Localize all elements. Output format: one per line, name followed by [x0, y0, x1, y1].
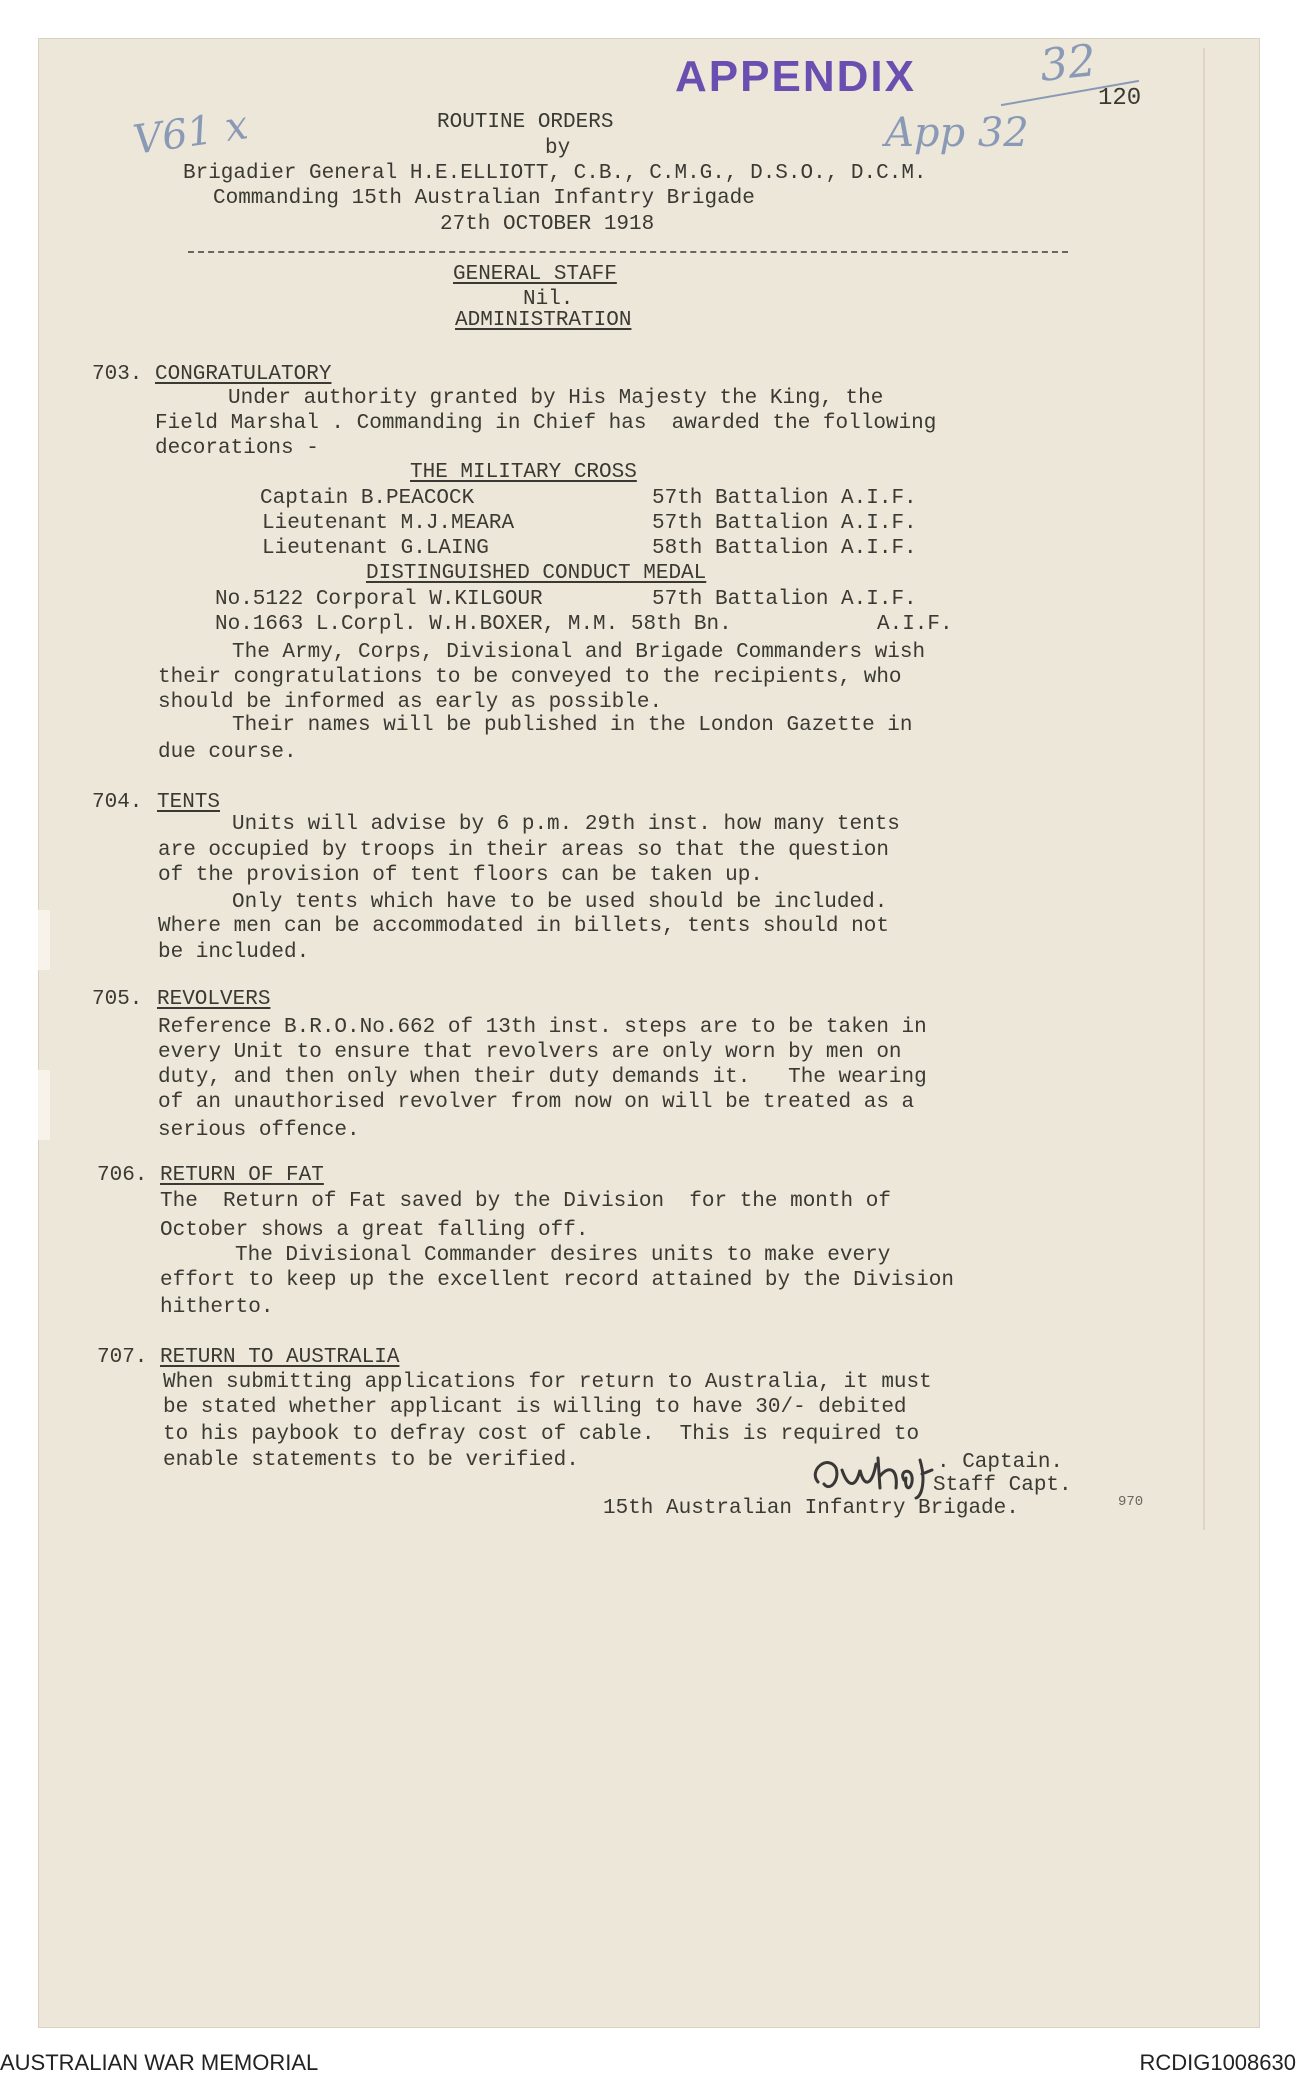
- section-nil: Nil.: [523, 288, 574, 311]
- paper-tear: [38, 910, 50, 970]
- order-text-line: their congratulations to be conveyed to the recipients, who: [158, 666, 902, 689]
- order-title: CONGRATULATORY: [155, 363, 332, 386]
- page-crease: [1203, 48, 1205, 1530]
- award-heading: THE MILITARY CROSS: [410, 461, 637, 484]
- order-text-line: hitherto.: [160, 1296, 274, 1319]
- order-title: TENTS: [157, 791, 221, 814]
- order-text-line: The Army, Corps, Divisional and Brigade Commanders wish: [232, 641, 926, 664]
- pencil-annotation: V61 x: [130, 102, 251, 164]
- file-mark: 970: [1118, 1494, 1144, 1510]
- order-text-line: Their names will be published in the London Gazette in: [232, 714, 913, 737]
- award-name: Lieutenant M.J.MEARA: [262, 512, 515, 535]
- order-text-line: should be informed as early as possible.: [158, 691, 663, 714]
- order-text-line: Units will advise by 6 p.m. 29th inst. how many tents: [232, 813, 900, 836]
- order-number: 705.: [92, 988, 143, 1011]
- award-unit: 57th Battalion A.I.F.: [652, 588, 917, 611]
- order-text-line: every Unit to ensure that revolvers are only worn by men on: [158, 1041, 902, 1064]
- order-text-line: due course.: [158, 741, 297, 764]
- order-text-line: serious offence.: [158, 1119, 360, 1142]
- order-title: RETURN TO AUSTRALIA: [160, 1346, 400, 1369]
- order-text-line: Only tents which have to be used should be included.: [232, 891, 888, 914]
- order-text-line: be included.: [158, 941, 310, 964]
- order-text-line: to his paybook to defray cost of cable. This is required to: [163, 1423, 920, 1446]
- footer-institution: AUSTRALIAN WAR MEMORIAL: [0, 2050, 319, 2075]
- award-unit: 57th Battalion A.I.F.: [652, 512, 917, 535]
- order-text-line: are occupied by troops in their areas so that the question: [158, 839, 889, 862]
- paper-tear: [38, 1070, 50, 1140]
- order-text-line: be stated whether applicant is willing to have 30/- debited: [163, 1396, 907, 1419]
- header-divider: [188, 251, 1068, 253]
- order-text-line: effort to keep up the excellent record attained by the Division: [160, 1269, 954, 1292]
- footer-reference: RCDIG1008630: [1139, 2050, 1296, 2075]
- order-title: RETURN OF FAT: [160, 1164, 324, 1187]
- pencil-app-number: App 32: [885, 110, 1029, 156]
- page-number: 120: [1098, 85, 1142, 112]
- order-text-line: Under authority granted by His Majesty the King, the: [228, 387, 884, 410]
- order-text-line: October shows a great falling off.: [160, 1219, 589, 1242]
- award-unit: 57th Battalion A.I.F.: [652, 487, 917, 510]
- order-number: 706.: [97, 1164, 148, 1187]
- order-text-line: of an unauthorised revolver from now on will be treated as a: [158, 1091, 915, 1114]
- orders-by: by: [545, 137, 571, 160]
- order-number: 704.: [92, 791, 143, 814]
- award-name: Lieutenant G.LAING: [262, 537, 489, 560]
- orders-title: ROUTINE ORDERS: [437, 111, 614, 134]
- appendix-stamp: APPENDIX: [675, 52, 916, 101]
- order-text-line: enable statements to be verified.: [163, 1449, 579, 1472]
- award-name: No.5122 Corporal W.KILGOUR: [215, 588, 543, 611]
- award-unit: 58th Battalion A.I.F.: [652, 537, 917, 560]
- signoff-rank: . Captain.: [937, 1451, 1064, 1474]
- section-administration: ADMINISTRATION: [455, 309, 632, 332]
- award-name: Captain B.PEACOCK: [260, 487, 475, 510]
- order-text-line: The Return of Fat saved by the Division for the month of: [160, 1190, 891, 1213]
- order-text-line: decorations -: [155, 437, 319, 460]
- commander-name: Brigadier General H.E.ELLIOTT, C.B., C.M.G., D.S.O., D.C.M.: [183, 162, 927, 185]
- signoff-unit: 15th Australian Infantry Brigade.: [603, 1497, 1019, 1520]
- order-text-line: The Divisional Commander desires units to make every: [235, 1244, 891, 1267]
- orders-date: 27th OCTOBER 1918: [440, 213, 655, 236]
- section-general-staff: GENERAL STAFF: [453, 263, 617, 286]
- pencil-number: 32: [1037, 35, 1099, 92]
- order-text-line: of the provision of tent floors can be taken up.: [158, 864, 763, 887]
- order-title: REVOLVERS: [157, 988, 271, 1011]
- award-unit: A.I.F.: [877, 613, 953, 636]
- order-text-line: Where men can be accommodated in billets, tents should not: [158, 915, 889, 938]
- order-number: 707.: [97, 1346, 148, 1369]
- order-text-line: When submitting applications for return to Australia, it must: [163, 1371, 932, 1394]
- order-text-line: duty, and then only when their duty demands it. The wearing: [158, 1066, 927, 1089]
- signoff-role: Staff Capt.: [933, 1474, 1072, 1497]
- award-heading: DISTINGUISHED CONDUCT MEDAL: [366, 562, 707, 585]
- command-line: Commanding 15th Australian Infantry Brigade: [213, 187, 755, 210]
- award-name: No.1663 L.Corpl. W.H.BOXER, M.M. 58th Bn.: [215, 613, 732, 636]
- order-text-line: Field Marshal . Commanding in Chief has awarded the following: [155, 412, 937, 435]
- order-text-line: Reference B.R.O.No.662 of 13th inst. steps are to be taken in: [158, 1016, 927, 1039]
- order-number: 703.: [92, 363, 143, 386]
